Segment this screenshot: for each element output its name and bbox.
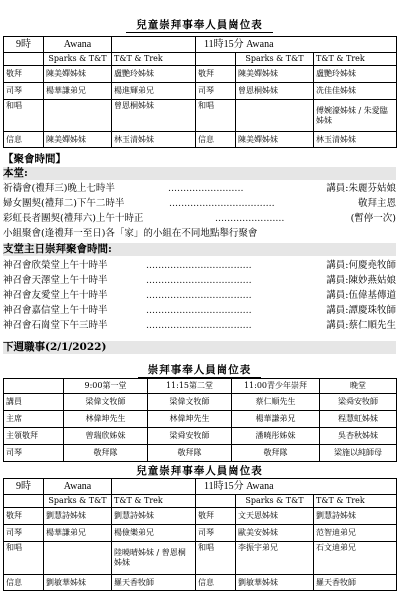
role-label: 主領敬拜: [4, 428, 64, 445]
roster-cell: 梁舜安牧師: [320, 394, 397, 411]
roster-cell: 歐美安姊妹: [236, 525, 314, 542]
col-sparks: Sparks & T&T: [44, 495, 112, 508]
role-label: 信息: [4, 132, 44, 148]
role-label: 和唱: [196, 542, 236, 575]
role-label: 敬拜: [4, 508, 44, 525]
roster-cell: 梁施以純師母: [320, 445, 397, 462]
branch-line-right: 講員:譚慶珠牧師: [326, 305, 396, 316]
roster-cell: 曾恩桐姊妹: [236, 83, 314, 100]
kids-roster-title-text: 兒童崇拜事奉人員崗位表: [126, 17, 273, 33]
roster-cell: 陳美嬋姊妹: [236, 132, 314, 148]
roster-cell: 楊華謙弟兄: [44, 525, 112, 542]
col-evening-service: 晚堂: [320, 379, 397, 394]
table-row: [4, 83, 397, 100]
session-program-left: Awana: [44, 37, 112, 53]
role-label: 司琴: [4, 525, 44, 542]
session-time-right: 11時15分 Awana: [196, 479, 397, 495]
role-label: 敬拜: [196, 508, 236, 525]
meeting-line-left: 祈禱會(禮拜三)晚上七時半: [3, 183, 115, 194]
roster-cell: 劉慧詩姊妹: [44, 508, 112, 525]
col-trek: T&T & Trek: [112, 53, 196, 66]
branch-line-right: 講員:伍偉基傳道: [326, 290, 396, 301]
role-label: 和唱: [196, 100, 236, 132]
role-label: 敬拜: [196, 66, 236, 83]
branch-line-left: 神召會欣榮堂上午十時半: [3, 260, 108, 271]
role-label: 信息: [196, 132, 236, 148]
roster-cell: 林偉坤先生: [64, 411, 148, 428]
roster-cell: 梁舜安牧師: [148, 428, 232, 445]
main-hall-heading: 本堂:: [3, 167, 396, 180]
table-row: [4, 132, 397, 148]
col-sparks-right: Sparks & T&T: [236, 53, 314, 66]
kids-roster-title-next-text: 兒童崇拜事奉人員崗位表: [126, 463, 273, 479]
col-sparks-right: Sparks & T&T: [236, 495, 314, 508]
branch-line-right: 講員:陳妙燕姑娘: [326, 275, 396, 286]
col-trek: T&T & Trek: [112, 495, 196, 508]
roster-cell: 梁偉文牧師: [64, 394, 148, 411]
col-youth-service: 11:00青少年崇拜: [232, 379, 320, 394]
role-label: 司琴: [196, 525, 236, 542]
roster-cell: 劉慧詩姊妹: [314, 508, 397, 525]
roster-cell: 盧艷玲姊妹: [314, 66, 397, 83]
meeting-line-left: 婦女團契(禮拜二)下午二時半: [3, 198, 125, 209]
roster-cell: 盧艷玲姊妹: [112, 66, 196, 83]
table-row: [4, 411, 397, 428]
roster-cell: 楊進輝弟兄: [112, 83, 196, 100]
roster-cell: 楊華謙弟兄: [44, 83, 112, 100]
roster-cell: 羅天香牧師: [112, 575, 196, 591]
table-row: [4, 100, 397, 132]
role-label: 信息: [196, 575, 236, 591]
meeting-line-left: 小組聚會(逢禮拜一至日)各「家」的小組在不同地點舉行聚會: [3, 228, 258, 239]
roster-cell: 楊儉樂弟兄: [112, 525, 196, 542]
roster-cell: 陳美嬋姊妹: [236, 66, 314, 83]
role-label: 司琴: [4, 445, 64, 462]
session-time-left: 9時: [4, 37, 44, 53]
meeting-line-right: 敬拜主恩: [357, 198, 396, 209]
roster-cell: 傅婉濠姊妹 / 朱愛臨姊妹: [314, 100, 397, 132]
col-sparks: Sparks & T&T: [44, 53, 112, 66]
meetings-heading: 【聚會時間】: [3, 153, 66, 165]
roster-cell: 蔡仁順先生: [232, 394, 320, 411]
role-label: 司琴: [4, 83, 44, 100]
roster-cell: 梁偉文牧師: [148, 394, 232, 411]
roster-cell: 敬拜隊: [148, 445, 232, 462]
role-label: 信息: [4, 575, 44, 591]
roster-cell: [44, 542, 112, 575]
kids-roster-title-next: [3, 463, 396, 479]
role-label: 敬拜: [4, 66, 44, 83]
kids-roster-table: [3, 36, 397, 148]
table-row: [4, 445, 397, 462]
roster-cell: 林偉坤先生: [148, 411, 232, 428]
kids-roster-title: [3, 17, 396, 33]
roster-cell: 曾瑞欣姊妹: [64, 428, 148, 445]
meeting-line-left: 彩虹長者團契(禮拜六)上午十時正: [3, 213, 144, 224]
branch-line-left: 神召會天澤堂上午十時半: [3, 275, 108, 286]
role-label: 講員: [4, 394, 64, 411]
roster-cell: 李振宇弟兄: [236, 542, 314, 575]
roster-cell: 陸曉晴姊妹 / 曾恩桐姊妹: [112, 542, 196, 575]
branch-heading: 支堂主日崇拜聚會時間:: [3, 243, 396, 256]
session-time-left: 9時: [4, 479, 44, 495]
table-row: [4, 575, 397, 591]
meeting-line-right: (暫停一次): [350, 213, 396, 224]
meeting-line-right: 講員:朱麗芬姑娘: [326, 183, 396, 194]
table-row: [4, 508, 397, 525]
role-label: 主席: [4, 411, 64, 428]
roster-cell: 陳美嬋姊妹: [44, 66, 112, 83]
roster-cell: 敬拜隊: [64, 445, 148, 462]
roster-cell: 林玉清姊妹: [112, 132, 196, 148]
roster-cell: 敬拜隊: [232, 445, 320, 462]
roster-cell: 劉敏華姊妹: [236, 575, 314, 591]
roster-cell: 林玉清姊妹: [314, 132, 397, 148]
kids-roster-table-next: [3, 478, 397, 591]
branch-line-left: 神召會友愛堂上午十時半: [3, 290, 108, 301]
branch-line-left: 神召會石崗堂下午三時半: [3, 320, 108, 331]
branch-line-right: 講員:蔡仁順先生: [326, 320, 396, 331]
roster-cell: 石文迪弟兄: [314, 542, 397, 575]
roster-cell: 文天恩姊妹: [236, 508, 314, 525]
branch-line-right: 講員:何慶堯牧師: [326, 260, 396, 271]
role-label: 司琴: [196, 83, 236, 100]
table-row: [4, 66, 397, 83]
roster-cell: 范智迪弟兄: [314, 525, 397, 542]
roster-cell: [236, 100, 314, 132]
roster-cell: 劉敏華姊妹: [44, 575, 112, 591]
branch-line-left: 神召會嘉信堂上午十時半: [3, 305, 108, 316]
table-row: [4, 542, 397, 575]
role-label: 和唱: [4, 100, 44, 132]
table-row: [4, 394, 397, 411]
col-trek-right: T&T & Trek: [314, 495, 397, 508]
table-row: [4, 525, 397, 542]
roster-cell: 潘曉彤姊妹: [232, 428, 320, 445]
worship-roster-table: [3, 378, 397, 462]
session-time-right: 11時15分 Awana: [196, 37, 397, 53]
roster-cell: [44, 100, 112, 132]
roster-cell: 程慧虹姊妹: [320, 411, 397, 428]
roster-cell: 陳美嬋姊妹: [44, 132, 112, 148]
roster-cell: 羅天香牧師: [314, 575, 397, 591]
table-row: [4, 428, 397, 445]
col-trek-right: T&T & Trek: [314, 53, 397, 66]
roster-cell: 曾恩桐姊妹: [112, 100, 196, 132]
roster-cell: 吳杏秋姊妹: [320, 428, 397, 445]
session-program-left: Awana: [44, 479, 112, 495]
next-week-heading: 下週職事(2/1/2022): [3, 341, 396, 354]
roster-cell: 楊華謙弟兄: [232, 411, 320, 428]
col-first-service: 9:00第一堂: [64, 379, 148, 394]
col-second-service: 11:15第二堂: [148, 379, 232, 394]
roster-cell: 劉慧詩姊妹: [112, 508, 196, 525]
role-label: 和唱: [4, 542, 44, 575]
roster-cell: 冼佳佳姊妹: [314, 83, 397, 100]
worship-roster-title-text: 崇拜事奉人員崗位表: [138, 362, 262, 378]
worship-roster-title: [3, 362, 396, 378]
